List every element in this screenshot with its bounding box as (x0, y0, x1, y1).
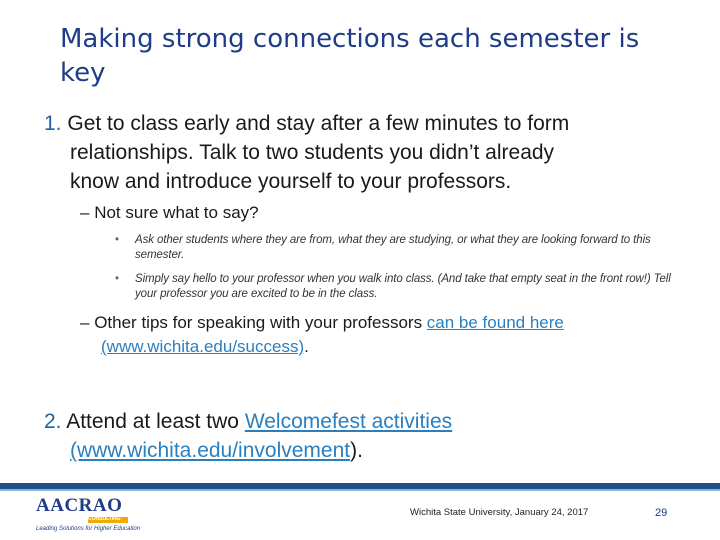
welcomefest-link[interactable]: Welcomefest activities (244, 410, 453, 433)
page-number: 29 (655, 507, 668, 519)
success-link[interactable]: can be found here (426, 313, 564, 332)
involvement-url-link[interactable]: (www.wichita.edu/involvement (70, 439, 351, 462)
item-number: 1. (44, 112, 62, 135)
sub-item-text: Not sure what to say? (94, 203, 259, 222)
slide-title: Making strong connections each semester is key (60, 24, 640, 88)
item-number: 2. (44, 410, 62, 433)
logo-wordmark: AACRAO (36, 495, 123, 516)
item-text: Attend at least two (66, 410, 245, 433)
bullet-marker: • (115, 234, 119, 246)
bullet-item (115, 272, 695, 302)
dash-marker: – (80, 203, 90, 222)
logo-tagline: Leading Solutions for Higher Education (36, 526, 141, 532)
item-text-line: relationships. Talk to two students you didn’t already (70, 141, 555, 164)
bullet-marker: • (115, 273, 119, 285)
item-text-line: know and introduce yourself to your professors. (70, 170, 512, 193)
footer-accent-line (0, 489, 720, 491)
dash-marker: – (80, 313, 90, 332)
aacrao-logo (36, 495, 141, 537)
sub-item-text: Other tips for speaking with your professors (94, 313, 427, 332)
list-item-2 (44, 407, 684, 465)
sub-item-what-to-say (80, 202, 680, 224)
bullet-item (115, 233, 695, 263)
bullet-text: Ask other students where they are from, what they are studying, or what they are looking forward to this semester. (135, 234, 651, 261)
item-text-line: Get to class early and stay after a few minutes to form (67, 112, 570, 135)
logo-subtext: CONSULTING (88, 516, 121, 522)
trailing-text: ). (350, 439, 363, 462)
success-url-link[interactable]: (www.wichita.edu/success) (101, 337, 305, 356)
list-item-1 (44, 109, 684, 196)
trailing-text: . (304, 337, 309, 356)
footer-caption: Wichita State University, January 24, 2017 (410, 507, 589, 518)
sub-item-other-tips (80, 311, 680, 359)
bullet-text: Simply say hello to your professor when you walk into class. (And take that empty seat in the front row!) Tell your professor you are excited to be in the class. (135, 273, 671, 300)
